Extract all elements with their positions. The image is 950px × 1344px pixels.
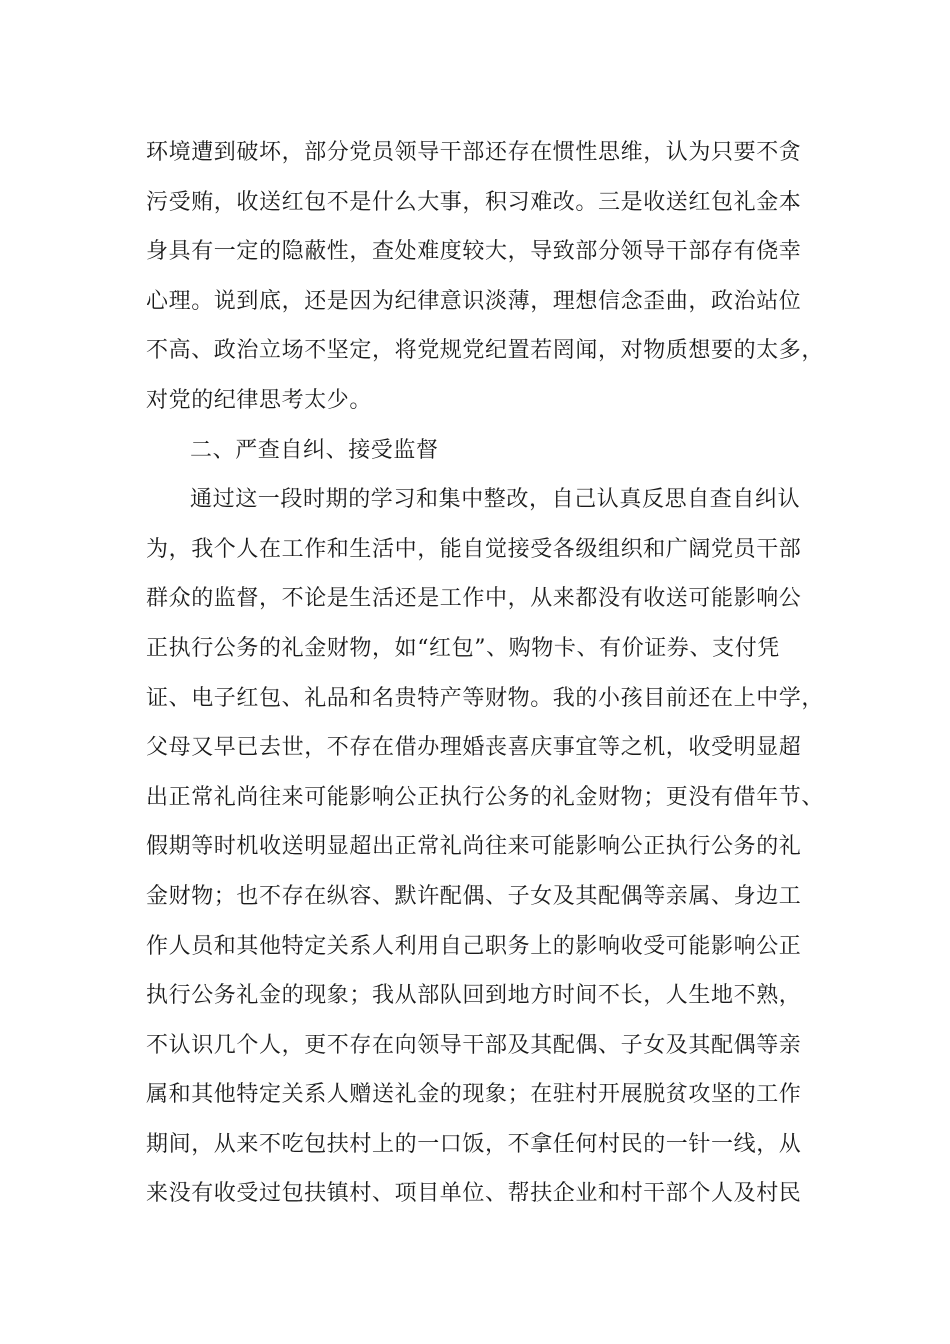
text-line: 父母又早已去世，不存在借办理婚丧喜庆事宜等之机，收受明显超 xyxy=(146,735,802,761)
text-line: 金财物；也不存在纵容、默许配偶、子女及其配偶等亲属、身边工 xyxy=(146,883,802,909)
text-line: 作人员和其他特定关系人利用自己职务上的影响收受可能影响公正 xyxy=(146,933,802,959)
text-line: 环境遭到破坏，部分党员领导干部还存在惯性思维，认为只要不贪 xyxy=(146,140,802,165)
text-line: 出正常礼尚往来可能影响公正执行公务的礼金财物；更没有借年节、 xyxy=(146,784,825,810)
text-line: 不认识几个人，更不存在向领导干部及其配偶、子女及其配偶等亲 xyxy=(146,1032,802,1058)
text-line: 执行公务礼金的现象；我从部队回到地方时间不长，人生地不熟， xyxy=(146,983,802,1009)
text-line: 不高、政治立场不坚定，将党规党纪置若罔闻，对物质想要的太多， xyxy=(146,338,825,364)
text-line: 心理。说到底，还是因为纪律意识淡薄，理想信念歪曲，政治站位 xyxy=(146,288,802,314)
text-line: 期间，从来不吃包扶村上的一口饭，不拿任何村民的一针一线，从 xyxy=(146,1131,802,1157)
text-line: 证、电子红包、礼品和名贵特产等财物。我的小孩目前还在上中学， xyxy=(146,685,825,711)
text-line: 污受贿，收送红包不是什么大事，积习难改。三是收送红包礼金本 xyxy=(146,189,802,215)
text-line: 属和其他特定关系人赠送礼金的现象；在驻村开展脱贫攻坚的工作 xyxy=(146,1082,802,1108)
text-line: 来没有收受过包扶镇村、项目单位、帮扶企业和村干部个人及村民 xyxy=(146,1181,802,1207)
section-heading: 二、严查自纠、接受监督 xyxy=(190,437,439,463)
document-body xyxy=(146,128,826,1219)
text-line: 假期等时机收送明显超出正常礼尚往来可能影响公正执行公务的礼 xyxy=(146,834,802,860)
text-line: 为，我个人在工作和生活中，能自觉接受各级组织和广阔党员干部 xyxy=(146,536,802,562)
text-line: 对党的纪律思考太少。 xyxy=(146,387,373,413)
text-line: 通过这一段时期的学习和集中整改，自己认真反思自查自纠认 xyxy=(190,487,801,513)
text-line: 身具有一定的隐蔽性，查处难度较大，导致部分领导干部存有侥幸 xyxy=(146,239,802,265)
text-line: 正执行公务的礼金财物，如“红包”、购物卡、有价证券、支付凭 xyxy=(146,635,780,661)
text-line: 群众的监督，不论是生活还是工作中，从来都没有收送可能影响公 xyxy=(146,586,802,612)
